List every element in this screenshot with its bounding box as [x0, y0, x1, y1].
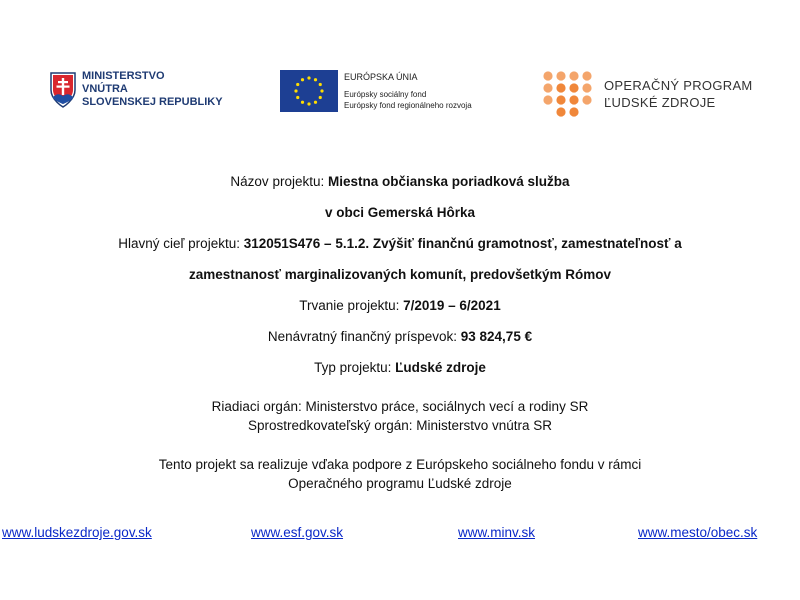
project-grant-value: 93 824,75 € [460, 329, 533, 344]
project-duration-label: Trvanie projektu: [299, 298, 400, 313]
eu-text [344, 72, 472, 111]
project-type-label: Typ projektu: [314, 360, 392, 375]
project-type-row [0, 358, 800, 397]
support-line-1: Tento projekt sa realizuje vďaka podpore z Európskeho sociálneho fondu v rámci [158, 457, 642, 472]
project-duration-row [0, 296, 800, 327]
project-name-label: Názov projektu: [230, 174, 325, 189]
link-minv[interactable]: www.minv.sk [458, 525, 536, 540]
eu-flag-icon [280, 70, 338, 112]
project-info [0, 172, 800, 493]
project-goal-label: Hlavný cieľ projektu: [118, 236, 240, 251]
link-esf[interactable]: www.esf.gov.sk [251, 525, 344, 540]
program-line-1: OPERAČNÝ PROGRAM [604, 78, 753, 93]
eu-logo [280, 70, 472, 112]
eu-title: EURÓPSKA ÚNIA [344, 71, 418, 82]
managing-authority: Riadiaci orgán: Ministerstvo práce, sociálnych vecí a rodiny SR [211, 399, 589, 414]
program-line-2: ĽUDSKÉ ZDROJE [604, 95, 716, 110]
project-name-value-2: v obci Gemerská Hôrka [324, 205, 476, 220]
program-name [604, 77, 753, 111]
project-type-value: Ľudské zdroje [395, 360, 486, 375]
intermediate-body: Sprostredkovateľský orgán: Ministerstvo vnútra SR [247, 418, 553, 433]
eu-fund-1: Európsky sociálny fond [344, 89, 427, 99]
ministry-line-1: MINISTERSTVO [82, 70, 165, 82]
project-name-row-2 [0, 203, 800, 234]
eu-fund-2: Európsky fond regionálneho rozvoja [344, 100, 472, 110]
ministry-line-2: VNÚTRA [82, 83, 128, 95]
project-grant-row [0, 327, 800, 358]
project-goal-value: 312051S476 – 5.1.2. Zvýšiť finančnú gramotnosť, zamestnateľnosť a [243, 236, 682, 251]
ministry-line-3: SLOVENSKEJ REPUBLIKY [82, 96, 223, 108]
dot-grid-icon [540, 70, 600, 118]
link-ludskezdroje[interactable]: www.ludskezdroje.gov.sk [2, 525, 152, 540]
project-goal-row-2 [0, 265, 800, 296]
project-name-row [0, 172, 800, 203]
footer-links [0, 525, 800, 545]
project-goal-value-2: zamestnanosť marginalizovaných komunít, predovšetkým Rómov [188, 267, 612, 282]
project-grant-label: Nenávratný finančný príspevok: [267, 329, 457, 344]
ministry-logo [50, 70, 223, 109]
project-name-value: Miestna občianska poriadková služba [327, 174, 570, 189]
support-line-2: Operačného programu Ľudské zdroje [288, 476, 512, 491]
program-logo [540, 70, 753, 118]
project-duration-value: 7/2019 – 6/2021 [403, 298, 501, 313]
slovak-coat-of-arms-icon [50, 72, 76, 108]
link-mesto-obec[interactable]: www.mesto/obec.sk [638, 525, 758, 540]
project-goal-row [0, 234, 800, 265]
ministry-name [82, 70, 223, 109]
